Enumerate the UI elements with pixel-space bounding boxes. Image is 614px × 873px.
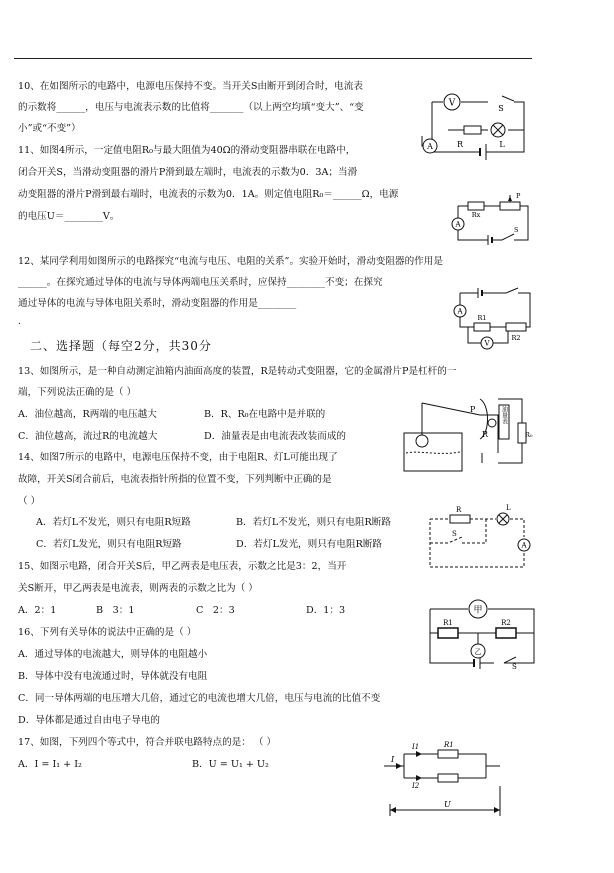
q14-line2: 故障，开关S闭合前后，电流表指针所指的位置不变，下列判断中正确的是 bbox=[18, 474, 332, 485]
q14-option-a: A．若灯L不发光，则只有电阻R短路 bbox=[36, 517, 191, 528]
label-jia: 甲 bbox=[473, 605, 483, 616]
q13-option-d: D．油量表是由电流表改装而成的 bbox=[204, 431, 347, 442]
q13-oil-gauge-diagram bbox=[398, 393, 538, 473]
label-U: U bbox=[444, 800, 451, 809]
label-R: R bbox=[456, 140, 464, 149]
label-R1-q17: R1 bbox=[444, 741, 454, 749]
q13-option-c: C．油位越高，流过R的电流越大 bbox=[18, 431, 158, 442]
label-Rx: Rx bbox=[471, 211, 481, 219]
label-yi: 乙 bbox=[474, 648, 482, 656]
label-R-q13: R bbox=[482, 430, 489, 439]
q14-option-b: B．若灯L不发光，则只有电阻R断路 bbox=[236, 517, 391, 528]
label-V-q12: V bbox=[484, 339, 490, 348]
label-P-q13: P bbox=[470, 405, 476, 414]
q15-option-b: B 3：1 bbox=[96, 605, 135, 616]
q10-line1: 10、在如图所示的电路中，电源电压保持不变。当开关S由断开到闭合时，电流表 bbox=[18, 81, 363, 92]
q13-option-b: B．R、R₀在电路中是并联的 bbox=[204, 409, 326, 420]
label-A-q14: A bbox=[521, 541, 527, 550]
q11-line2: 闭合开关S，当滑动变阻器的滑片P滑到最左端时，电流表的示数为0．3A；当滑 bbox=[18, 167, 358, 178]
q13-line1: 13、如图所示，是一种自动测定油箱内油面高度的装置，R是转动式变阻器，它的金属滑片P是杠杆的一 bbox=[18, 366, 457, 377]
label-oil-gauge: 油量表 bbox=[500, 406, 508, 424]
q14-circuit-diagram bbox=[422, 505, 538, 577]
q15-option-d: D．1：3 bbox=[306, 605, 346, 616]
q15-option-c: C 2：3 bbox=[196, 605, 235, 616]
label-R-q14: R bbox=[456, 506, 462, 514]
label-I1: I1 bbox=[412, 743, 420, 751]
q14-line1: 14、如图7所示的电路中，电源电压保持不变，由于电阻R、灯L可能出现了 bbox=[18, 452, 338, 463]
q12-line3: 通过导体的电流与导体电阻关系时，滑动变阻器的作用是________ bbox=[18, 298, 297, 309]
label-R0: R₀ bbox=[525, 431, 533, 439]
label-R2-q15: R2 bbox=[501, 619, 511, 627]
q16-line1: 16、下列有关导体的说法中正确的是（ ） bbox=[18, 627, 197, 638]
q12-circuit-diagram bbox=[448, 285, 538, 355]
q17-parallel-circuit-diagram bbox=[382, 736, 512, 816]
q15-circuit-diagram bbox=[424, 597, 540, 673]
q17-line1: 17、如图，下列四个等式中，符合并联电路特点的是： （ ） bbox=[18, 737, 277, 748]
q16-option-b: B．导体中没有电流通过时，导体就没有电阻 bbox=[18, 671, 208, 682]
q12-line1: 12、某同学利用如图所示的电路探究“电流与电压、电阻的关系”。实验开始时，滑动变阻器的作用是 bbox=[18, 256, 443, 267]
q11-circuit-diagram bbox=[448, 190, 538, 252]
q14-option-d: D．若灯L发光，则只有电阻R断路 bbox=[236, 539, 383, 550]
label-L-q14: L bbox=[506, 504, 511, 512]
q12-line2: ______。在探究通过导体的电流与导体两端电压关系时，应保持________不变；在探究 bbox=[18, 277, 383, 288]
label-S: S bbox=[498, 104, 504, 113]
q10-line3: 小”或“不变”） bbox=[18, 123, 81, 134]
q16-option-c: C．同一导体两端的电压增大几倍，通过它的电流也增大几倍，电压与电流的比值不变 bbox=[18, 693, 381, 704]
q14-option-c: C．若灯L发光，则只有电阻R短路 bbox=[36, 539, 182, 550]
label-V: V bbox=[448, 98, 456, 109]
label-R1-q15: R1 bbox=[443, 619, 453, 627]
label-I2: I2 bbox=[412, 782, 420, 790]
label-S-q15: S bbox=[512, 663, 517, 671]
q11-line1: 11、如图4所示，一定值电阻R₀与最大阻值为40Ω的滑动变阻器串联在电路中， bbox=[18, 145, 356, 156]
label-P: P bbox=[516, 192, 521, 200]
q17-option-b: B．U = U₁ + U₂ bbox=[192, 759, 269, 770]
q15-option-a: A．2：1 bbox=[18, 605, 57, 616]
section-title: 二、选择题（每空2分，共30分 bbox=[30, 339, 212, 353]
q16-option-d: D．导体都是通过自由电子导电的 bbox=[18, 715, 161, 726]
q13-line2: 端，下列说法正确的是（ ） bbox=[18, 387, 137, 398]
label-S-q11: S bbox=[514, 226, 519, 234]
label-L: L bbox=[499, 140, 505, 149]
label-A-q12: A bbox=[457, 307, 463, 316]
label-R1-q12: R1 bbox=[477, 314, 487, 322]
q10-line2: 的示数将______，电压与电流表示数的比值将_______（以上两空均填“变大”、“变 bbox=[18, 102, 364, 113]
q13-option-a: A．油位越高，R两端的电压越大 bbox=[18, 409, 157, 420]
q10-circuit-diagram bbox=[418, 90, 538, 168]
header-rule bbox=[14, 58, 532, 59]
label-A-q11: A bbox=[455, 220, 461, 229]
q16-option-a: A．通过导体的电流越大，则导体的电阻越小 bbox=[18, 649, 208, 660]
q14-line3: （ ） bbox=[18, 496, 41, 507]
label-S-q14: S bbox=[452, 530, 457, 538]
q15-line1: 15、如图示电路，闭合开关S后，甲乙两表是电压表，示数之比是3：2，当开 bbox=[18, 561, 347, 572]
label-I: I bbox=[391, 755, 395, 764]
label-A: A bbox=[427, 142, 433, 151]
q11-line3: 动变阻器的滑片P滑到最右端时，电流表的示数为0．1A。则定值电阻R₀＝______Ω，电源 bbox=[18, 189, 399, 200]
label-R2-q12: R2 bbox=[511, 334, 521, 342]
q17-option-a: A．I = I₁ + I₂ bbox=[18, 759, 82, 770]
q12-line4: . bbox=[18, 316, 22, 327]
q11-line4: 的电压U＝________V。 bbox=[18, 211, 120, 222]
q15-line2: 关S断开，甲乙两表是电流表，则两表的示数之比为（ ） bbox=[18, 583, 258, 594]
